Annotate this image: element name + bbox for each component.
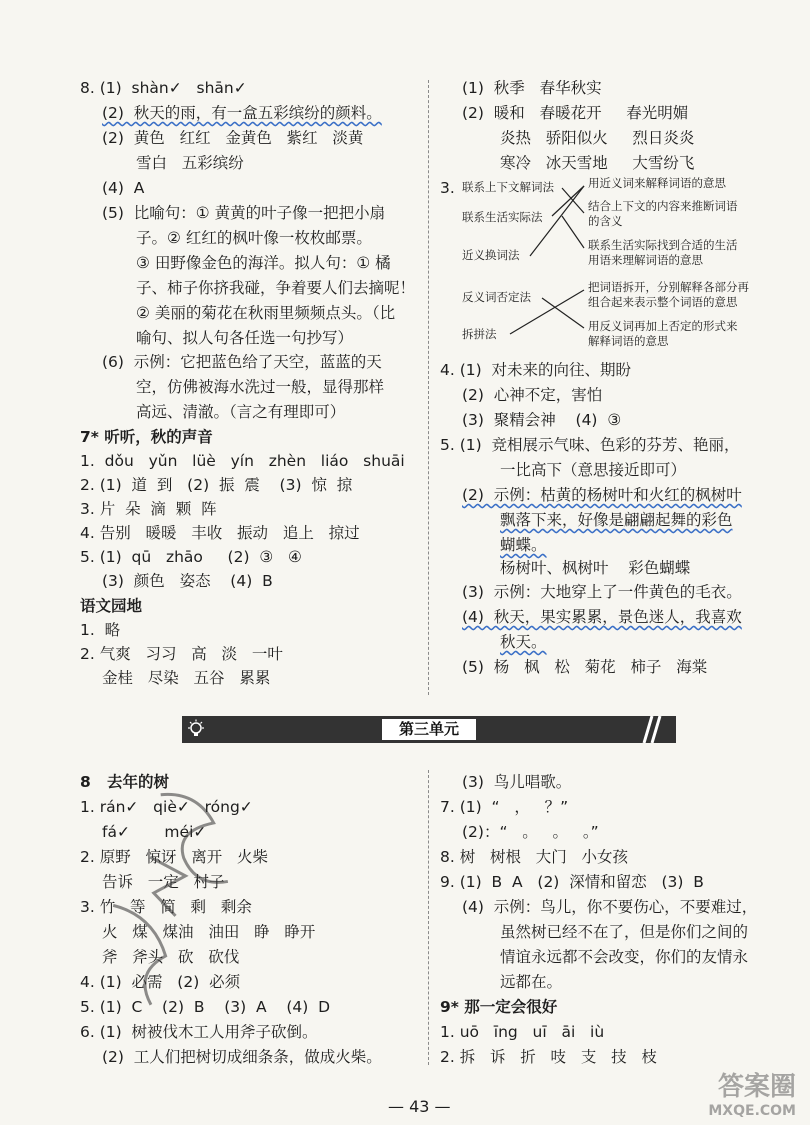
answer-line: (3) 示例：大地穿上了一件黄色的毛衣。 [462,583,742,601]
lightbulb-icon [186,719,206,739]
answer-line: (2) 暖和 春暖花开 春光明媚 [462,104,689,122]
page-number: — 43 — [388,1097,451,1116]
answer-line: (3) 颜色 姿态 (4) B [102,572,273,590]
match-line [552,186,584,216]
answer-line: 金桂 尽染 五谷 累累 [102,669,271,687]
answer-line: 6. (1) 树被伐木工人用斧子砍倒。 [80,1023,318,1041]
explanation-label: 结合上下文的内容来推断词语 [588,199,738,213]
answer-line: 蝴蝶。 [500,536,547,554]
explanation-label: 用近义词来解释词语的意思 [588,176,726,190]
answer-line: 高远、清澈。（言之有理即可） [136,403,346,421]
answer-line: 2. (1) 道 到 (2) 振 震 (3) 惊 掠 [80,476,353,494]
method-label: 拆拼法 [462,327,497,341]
answer-line: (3) 聚精会神 (4) ③ [462,411,622,429]
column-divider [428,770,429,1065]
answer-line: 2. 原野 惊讶 离开 火柴 [80,848,269,866]
answer-line: (2) 心神不定，害怕 [462,386,603,404]
answer-line: 3. 竹 等 简 剩 剩余 [80,898,252,916]
answer-line: 秋天。 [500,633,547,651]
answer-line: (2) 秋天的雨，有一盒五彩缤纷的颜料。 [102,104,382,122]
answer-line: ③ 田野像金色的海洋。拟人句：① 橘 [136,254,391,272]
answer-line: 8. 树 树根 大门 小女孩 [440,848,629,866]
answer-line: (2) 工人们把树切成细条条，做成火柴。 [102,1048,382,1066]
explanation-label: 组合起来表示整个词语的意思 [588,295,738,309]
answer-line: 1. 略 [80,621,121,639]
answer-line: 5. (1) qū zhāo (2) ③ ④ [80,548,302,566]
answer-line: 飘落下来，好像是翩翩起舞的彩色 [500,511,733,529]
answer-line: 7. (1) “ ， ？” [440,798,569,816]
explanation-label: 的含义 [588,214,623,228]
unit-title: 第三单元 [382,719,476,740]
method-label: 联系生活实际法 [462,210,543,224]
explanation-label: 联系生活实际找到合适的生活 [588,238,738,252]
section-heading: 8 去年的树 [80,773,169,791]
answer-line: (2)：“ 。 。 。” [462,823,599,841]
answer-line: 斧 斧头 砍 砍伐 [102,948,240,966]
site-watermark [708,1066,796,1119]
answer-line: 9. (1) B A (2) 深情和留恋 (3) B [440,873,704,891]
answer-line: (3) 鸟儿唱歌。 [462,773,572,791]
answer-line: 2. 拆 诉 折 吱 支 技 枝 [440,1048,657,1066]
watermark-url: MXQE.COM [708,1103,796,1119]
question-number: 3. [440,179,455,197]
explanation-label: 把词语拆开，分别解释各部分再 [588,280,749,294]
explanation-label: 用反义词再加上否定的形式来 [588,319,738,333]
answer-line: 1. uō īng uī āi iù [440,1023,605,1041]
answer-line: 8. (1) shàn✓ shān✓ [80,79,247,97]
answer-line: (5) 杨 枫 松 菊花 柿子 海棠 [462,658,708,676]
answer-line: 子、柿子你挤我碰，争着要人们去摘呢！ [136,279,416,297]
method-label: 联系上下文解词法 [462,180,554,194]
answer-line: 一比高下（意思接近即可） [500,461,687,479]
answer-line: (4) A [102,179,145,197]
answer-line: ② 美丽的菊花在秋雨里频频点头。（比 [136,304,396,322]
answer-line: 杨树叶、枫树叶 彩色蝴蝶 [500,559,691,577]
answer-line: 雪白 五彩缤纷 [136,154,244,172]
answer-line: fá✓ méi✓ [102,823,207,841]
answer-line: (5) 比喻句：① 黄黄的叶子像一把把小扇 [102,204,386,222]
answer-line: 4. (1) 对未来的向往、期盼 [440,361,632,379]
section-heading: 7* 听听，秋的声音 [80,428,213,446]
answer-line: 1. dǒu yǔn lüè yín zhèn liáo shuāi [80,452,405,470]
answer-line: 4. 告别 暖暖 丰收 振动 追上 掠过 [80,524,360,542]
answer-line: 虽然树已经不在了，但是你们之间的 [500,923,749,941]
answer-line: 喻句、拟人句各任选一句抄写） [136,329,354,347]
answer-line: (4) 示例：鸟儿，你不要伤心，不要难过， [462,898,758,916]
match-line [562,216,584,248]
answer-line: 远都在。 [500,973,563,991]
answer-line: (6) 示例：它把蓝色给了天空，蓝蓝的天 [102,353,382,371]
answer-line: 5. (1) 竞相展示气味、色彩的芬芳、艳丽， [440,436,740,454]
method-label: 近义换词法 [462,248,520,262]
explanation-label: 用语来理解词语的意思 [588,253,703,267]
answer-line: (2) 示例：枯黄的杨树叶和火红的枫树叶 [462,486,742,504]
answer-line: 情谊永远都不会改变，你们的友情永 [500,948,749,966]
match-line [510,290,584,334]
answer-line: 告诉 一定 村子 [102,873,225,891]
answer-line: 火 煤 煤油 油田 睁 睁开 [102,923,316,941]
answer-line: (1) 秋季 春华秋实 [462,79,602,97]
answer-line: 5. (1) C (2) B (3) A (4) D [80,998,331,1016]
section-heading: 语文园地 [80,597,143,615]
answer-line: 1. rán✓ qiè✓ róng✓ [80,798,253,816]
answer-line: (4) 秋天，果实累累，景色迷人，我喜欢 [462,608,742,626]
answer-line: 子。② 红红的枫叶像一枚枚邮票。 [136,229,372,247]
answer-line: (2) 黄色 红红 金黄色 紫红 淡黄 [102,129,364,147]
unit-banner [182,716,676,743]
answer-line: 2. 气爽 习习 高 淡 一叶 [80,645,283,663]
answer-line: 空，仿佛被海水洗过一般，显得那样 [136,378,385,396]
answer-line: 3. 片 朵 滴 颗 阵 [80,500,217,518]
answer-line: 寒冷 冰天雪地 大雪纷飞 [500,154,695,172]
answer-line: 炎热 骄阳似火 烈日炎炎 [500,129,695,147]
answer-line: 4. (1) 必需 (2) 必须 [80,973,241,991]
section-heading: 9* 那一定会很好 [440,998,558,1016]
method-label: 反义词否定法 [462,290,531,304]
stripe-decoration [636,716,666,743]
watermark-logo-text: 答案圈 [717,1072,796,1102]
match-line [530,186,584,256]
explanation-label: 解释词语的意思 [588,334,669,348]
